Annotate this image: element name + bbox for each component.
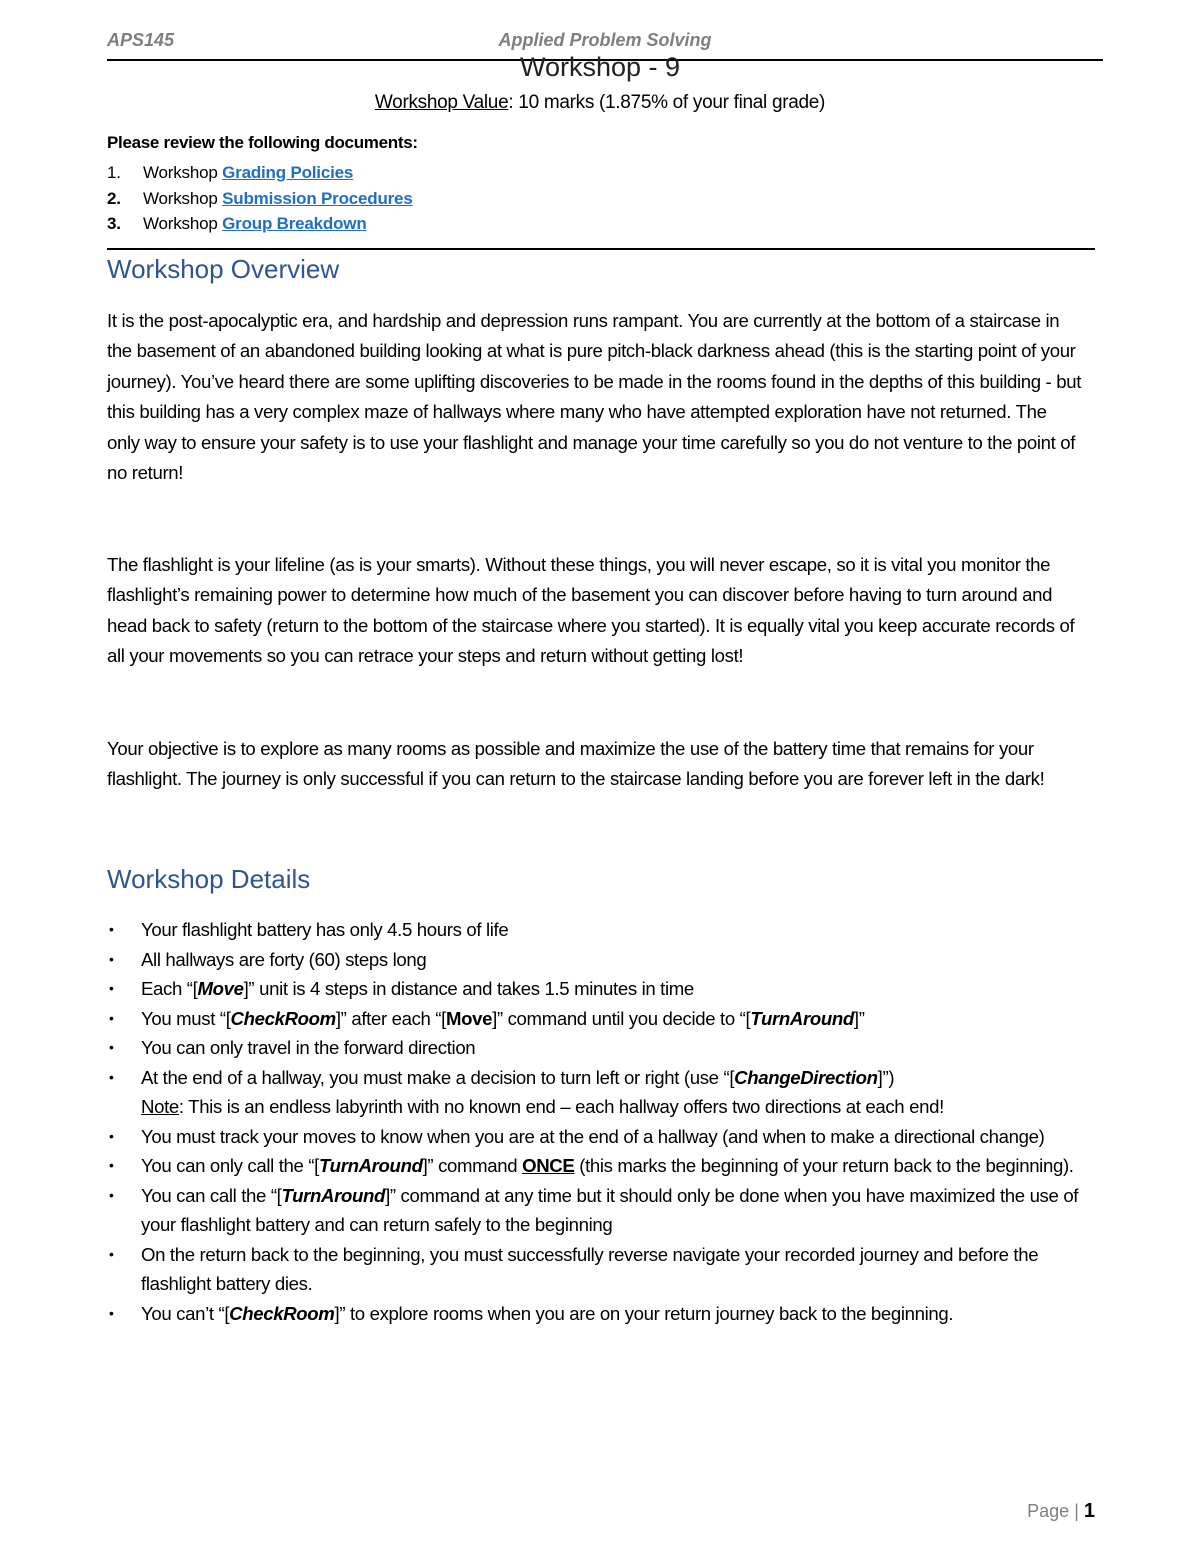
bullet-icon: • <box>109 1304 114 1321</box>
bullet-icon: • <box>109 950 114 967</box>
details-bullet <box>107 974 1097 1004</box>
bullet-text: ]” command until you decide to “[ <box>492 1007 751 1029</box>
review-document-list <box>107 160 413 237</box>
emphasized-text: ONCE <box>522 1155 575 1176</box>
bullet-text: All hallways are forty (60) steps long <box>141 948 427 970</box>
workshop-value-label: Workshop Value <box>374 92 509 113</box>
details-bullet <box>107 1063 1097 1122</box>
details-bullet <box>107 1181 1097 1240</box>
header-course-name: Applied Problem Solving <box>498 30 712 50</box>
details-bullet <box>107 1240 1097 1299</box>
grading-policies-link[interactable]: Grading Policies <box>222 163 354 182</box>
group-breakdown-link[interactable]: Group Breakdown <box>222 214 367 233</box>
details-bullet <box>107 1299 1097 1329</box>
bullet-icon: • <box>109 1039 114 1055</box>
bullet-icon: • <box>109 980 114 996</box>
bullet-text: You must “[ <box>141 1007 231 1029</box>
details-bullet <box>107 1151 1097 1181</box>
bullet-icon: • <box>109 1157 114 1173</box>
page-number: 1 <box>1083 1500 1095 1522</box>
emphasized-text: Move <box>197 978 244 999</box>
details-bullet <box>107 1004 1097 1034</box>
bullet-text: Each “[ <box>141 978 198 999</box>
bullet-text: You can’t “[ <box>141 1302 230 1324</box>
bullet-text: (this marks the beginning of your return back to the beginning). <box>574 1155 1074 1176</box>
details-bullet-list <box>107 915 1097 1328</box>
overview-paragraph: The flashlight is your lifeline (as is your smarts). Without these things, you will never escape, so it is vital you monitor the flashlight’s remaining power to determine how much of the basement you can discover before having to turn around and head back to safety (return to the bottom of the staircase where you started). It is equally vital you keep accurate records of all your movements so you can retrace your steps and return without getting lost! <box>107 554 1075 667</box>
bullet-text: ]” unit is 4 steps in distance and takes 1.5 minutes in time <box>243 978 694 999</box>
workshop-value <box>0 92 1200 114</box>
bullet-icon: • <box>109 921 114 937</box>
emphasized-text: Move <box>446 1007 493 1029</box>
details-heading: Workshop Details <box>107 864 311 894</box>
emphasized-text: CheckRoom <box>229 1302 335 1324</box>
emphasized-text: ChangeDirection <box>734 1066 878 1088</box>
page-title: Workshop - 9 <box>519 52 681 82</box>
details-bullet <box>107 945 1097 975</box>
page-label: Page | <box>1027 1501 1084 1521</box>
bullet-text: ]” to explore rooms when you are on your return journey back to the beginning. <box>334 1302 954 1324</box>
bullet-text: At the end of a hallway, you must make a decision to turn left or right (use “[ <box>141 1066 735 1088</box>
review-heading: Please review the following documents: <box>107 133 418 152</box>
review-item <box>107 160 413 186</box>
bullet-text: You can call the “[ <box>141 1184 282 1206</box>
emphasized-text: TurnAround <box>319 1155 423 1176</box>
overview-paragraph: Your objective is to explore as many rooms as possible and maximize the use of the battery time that remains for your flashlight. The journey is only successful if you can return to the staircase landing before you are forever left in the dark! <box>107 738 1045 790</box>
overview-heading: Workshop Overview <box>107 254 340 284</box>
item-prefix: Workshop <box>143 188 223 208</box>
review-item <box>107 186 413 212</box>
header-course-code: APS145 <box>107 30 175 50</box>
details-bullet <box>107 1122 1097 1152</box>
bullet-text: ]”) <box>877 1066 895 1088</box>
workshop-value-text: : 10 marks (1.875% of your final grade) <box>508 92 826 113</box>
submission-procedures-link[interactable]: Submission Procedures <box>222 188 413 208</box>
item-number: 2. <box>107 188 121 208</box>
bullet-text: ]” <box>853 1007 865 1029</box>
review-item <box>107 211 413 237</box>
details-bullet <box>107 915 1097 945</box>
bullet-text: You can only travel in the forward direction <box>141 1037 476 1058</box>
section-rule <box>107 248 1095 250</box>
bullet-text: : This is an endless labyrinth with no known end – each hallway offers two directions at each end! <box>178 1096 944 1117</box>
bullet-icon: • <box>109 1127 114 1144</box>
emphasized-text: TurnAround <box>281 1184 386 1206</box>
bullet-icon: • <box>109 1068 114 1085</box>
overview-paragraph: It is the post-apocalyptic era, and hardship and depression runs rampant. You are currently at the bottom of a staircase in the basement of an abandoned building looking at what is pure pitch-black darkness ahead (this is the starting point of your journey). You’ve heard there are some uplifting discoveries to be made in the rooms found in the depths of this building - but this building has a very complex maze of hallways where many who have attempted exploration have not returned. The only way to ensure your safety is to use your flashlight and manage your time carefully so you do not venture to the point of no return! <box>107 310 1082 484</box>
bullet-icon: • <box>109 1009 114 1026</box>
item-number: 3. <box>107 214 121 233</box>
bullet-text: You can only call the “[ <box>141 1155 320 1176</box>
details-bullet <box>107 1033 1097 1063</box>
bullet-text: You must track your moves to know when you are at the end of a hallway (and when to make a directional change) <box>141 1125 1045 1147</box>
emphasized-text: TurnAround <box>750 1007 854 1029</box>
bullet-text: ]” command <box>422 1155 523 1176</box>
item-prefix: Workshop <box>143 214 223 233</box>
bullet-text: Your flashlight battery has only 4.5 hours of life <box>141 919 509 940</box>
emphasized-text: Note <box>141 1096 179 1117</box>
bullet-icon: • <box>109 1245 114 1262</box>
bullet-icon: • <box>109 1186 114 1203</box>
bullet-text: ]” command at any time but it should only be done when you have maximized the use of your flashlight battery and can return safely to the beginning <box>141 1184 1079 1235</box>
bullet-text: ]” after each “[ <box>335 1007 446 1029</box>
bullet-text: On the return back to the beginning, you must successfully reverse navigate your recorded journey and before the flashlight battery dies. <box>141 1243 1039 1294</box>
emphasized-text: CheckRoom <box>230 1007 336 1029</box>
page-footer <box>1027 1500 1095 1523</box>
item-prefix: Workshop <box>143 163 223 182</box>
item-number: 1. <box>107 163 121 182</box>
